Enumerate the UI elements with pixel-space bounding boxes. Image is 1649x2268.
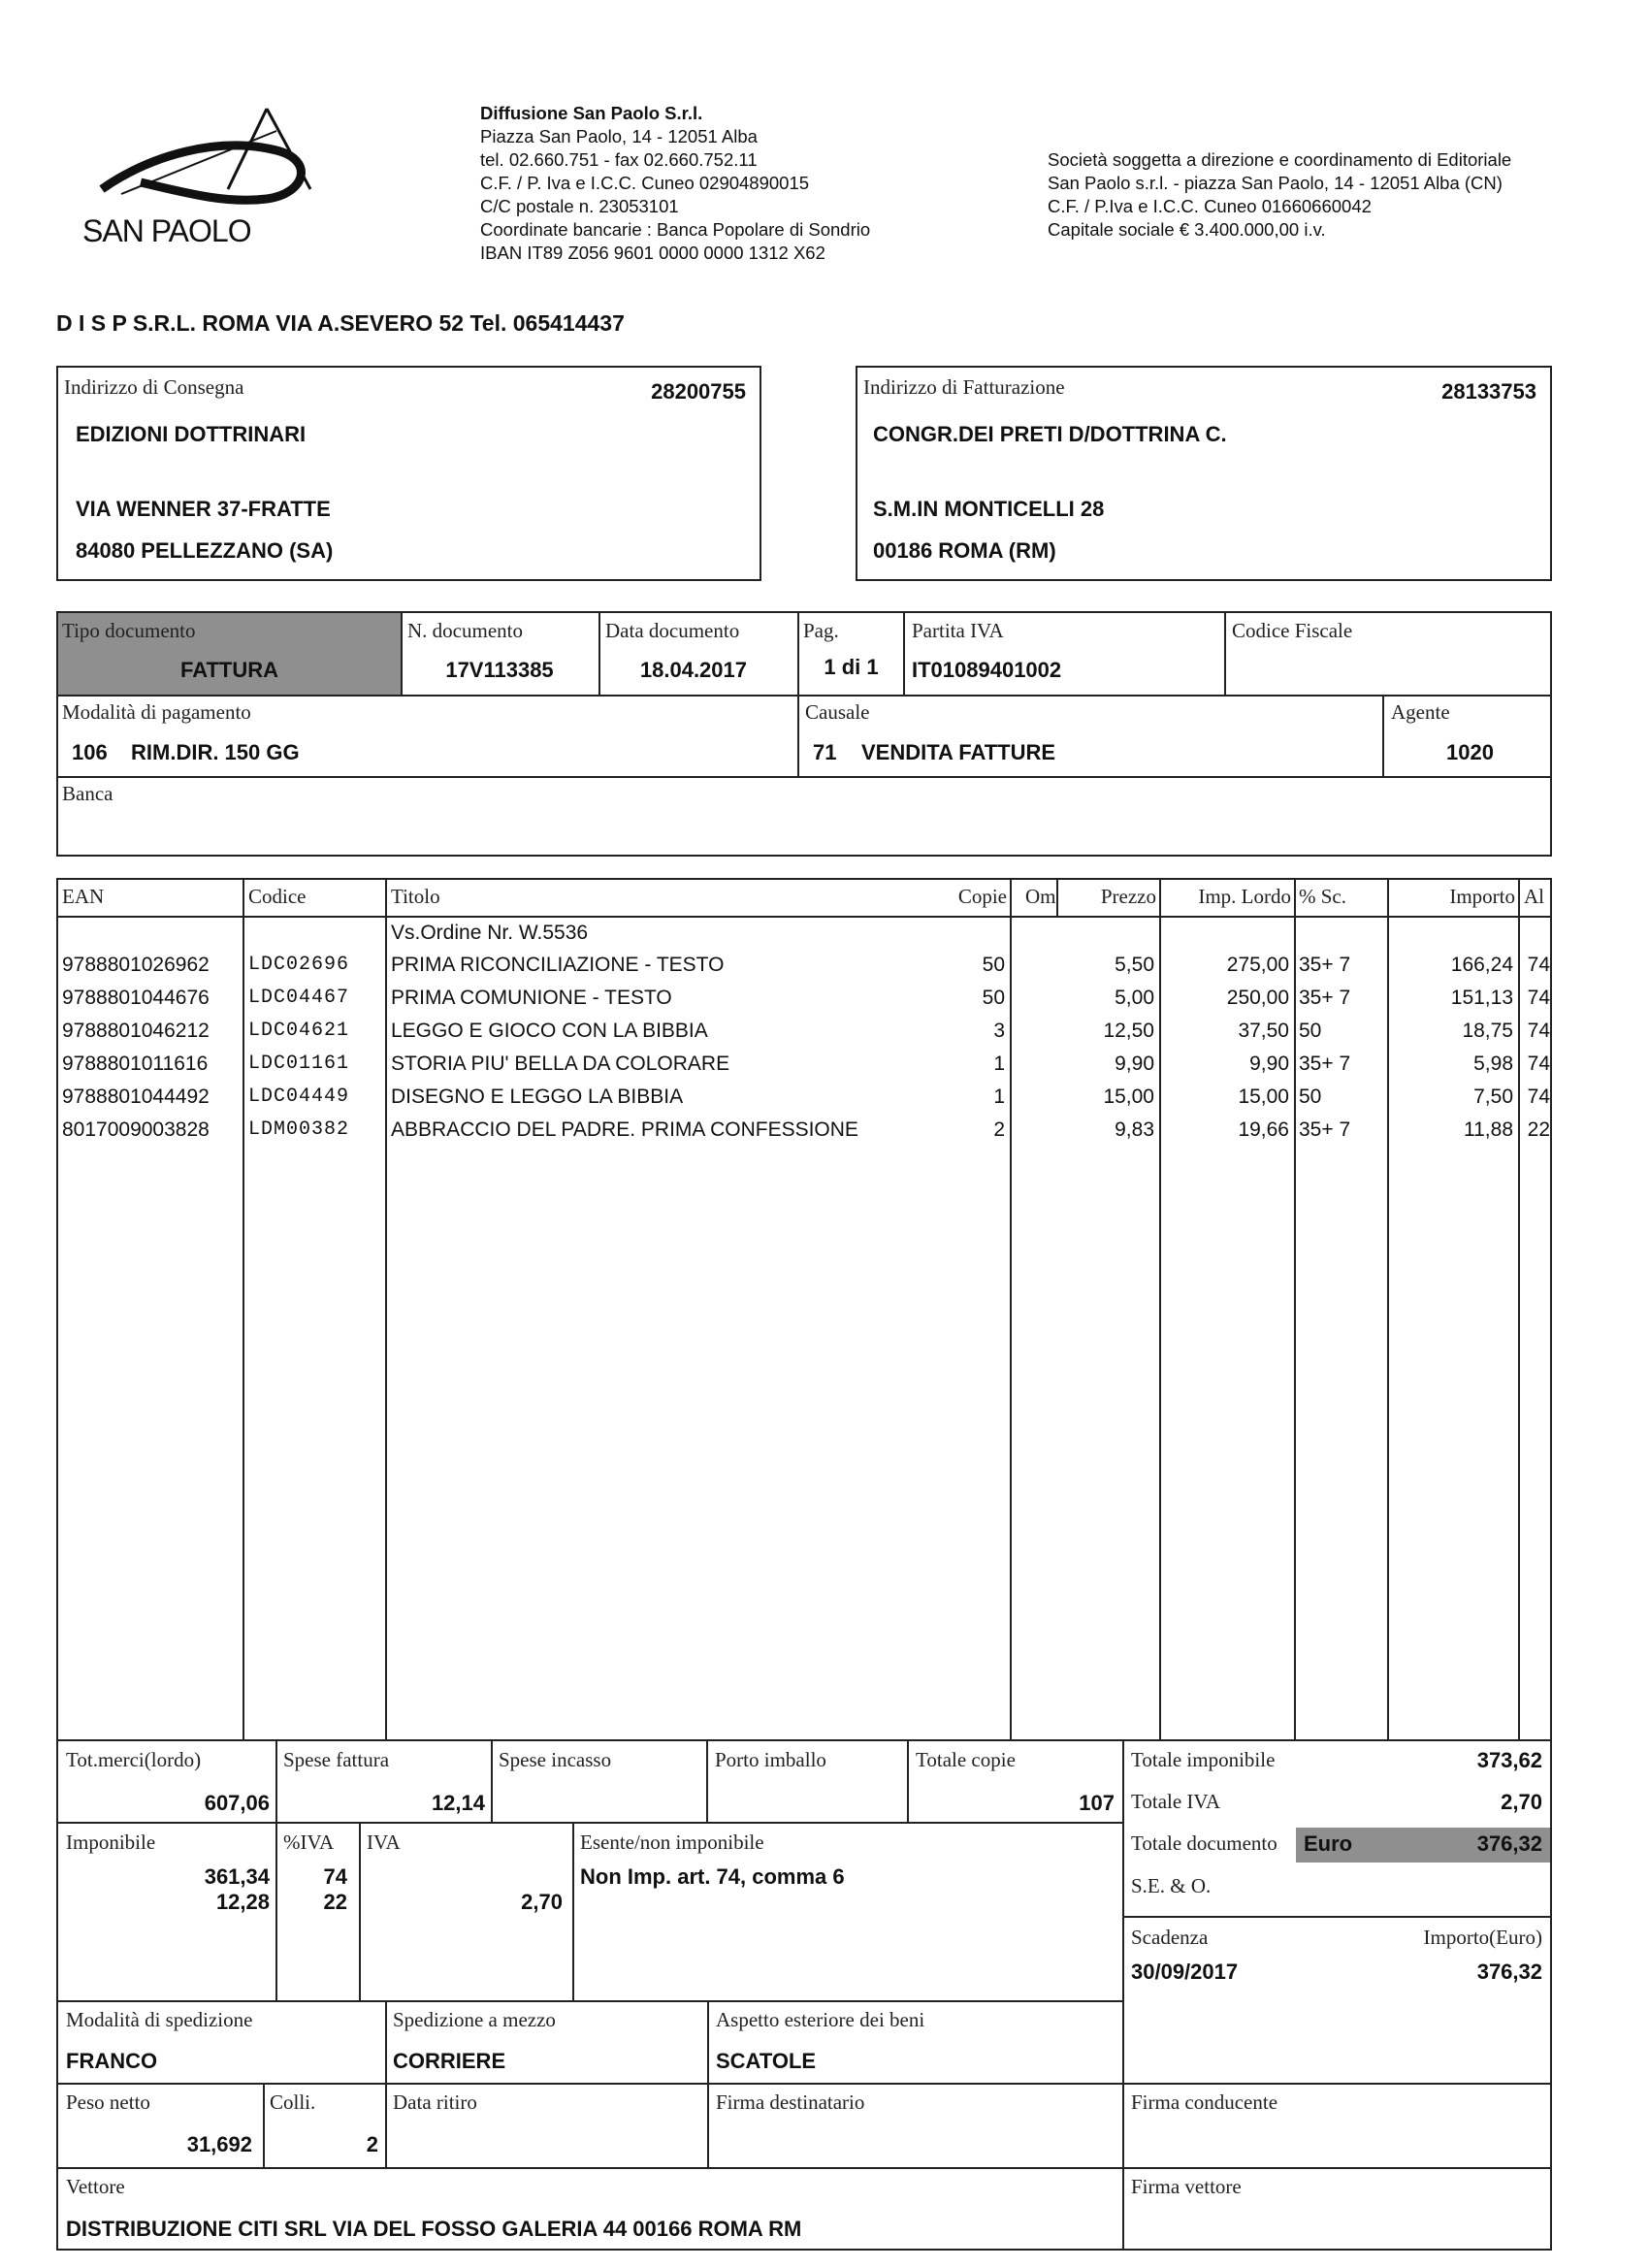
cell-al: 74	[1527, 987, 1550, 1009]
payment-code: 106	[72, 740, 108, 764]
doc-date-label: Data documento	[605, 619, 740, 642]
cell-codice: LDC04467	[248, 987, 350, 1009]
vat-rate-label: %IVA	[283, 1831, 335, 1854]
cell-sc: 35+ 7	[1299, 1118, 1351, 1141]
cell-ean: 9788801026962	[62, 954, 210, 976]
doc-number-value: 17V113385	[445, 658, 554, 682]
billing-address-box	[856, 366, 1552, 581]
goods-appearance-label: Aspetto esteriore dei beni	[716, 2008, 925, 2031]
company-line-1: Piazza San Paolo, 14 - 12051 Alba	[480, 126, 758, 146]
cell-ean: 8017009003828	[62, 1118, 210, 1141]
cell-al: 22	[1527, 1118, 1550, 1141]
cell-titolo: LEGGO E GIOCO CON LA BIBBIA	[391, 1020, 708, 1042]
delivery-label: Indirizzo di Consegna	[64, 375, 244, 399]
delivery-city: 84080 PELLEZZANO (SA)	[76, 538, 334, 563]
cell-sc: 50	[1299, 1085, 1322, 1108]
amount-euro-label: Importo(Euro)	[1423, 1926, 1542, 1949]
cell-copie: 50	[982, 987, 1005, 1009]
cell-codice: LDC04621	[248, 1020, 350, 1042]
cell-importo: 5,98	[1473, 1053, 1513, 1075]
table-col-divider	[242, 878, 244, 1741]
company-line-3: C.F. / P. Iva e I.C.C. Cuneo 02904890015	[480, 173, 810, 193]
order-reference: Vs.Ordine Nr. W.5536	[391, 922, 589, 944]
doc-divider	[903, 611, 905, 695]
totals-divider	[56, 2083, 1552, 2085]
doc-divider	[1382, 695, 1384, 776]
cell-importo: 7,50	[1473, 1085, 1513, 1108]
col-header-importo: Importo	[1449, 885, 1515, 908]
packages-value: 2	[366, 2132, 378, 2156]
cell-importo: 166,24	[1450, 954, 1513, 976]
totals-divider	[275, 1739, 277, 1822]
spese-incasso-label: Spese incasso	[499, 1748, 612, 1771]
cell-titolo: STORIA PIU' BELLA DA COLORARE	[391, 1053, 730, 1075]
spese-fattura-value: 12,14	[431, 1791, 485, 1815]
doc-type-value: FATTURA	[179, 658, 279, 682]
cell-sc: 35+ 7	[1299, 1053, 1351, 1075]
col-header-al: Al	[1524, 885, 1544, 908]
total-document-label: Totale documento	[1131, 1831, 1277, 1855]
cell-copie: 1	[993, 1085, 1005, 1108]
vat-number-value: IT01089401002	[912, 658, 1062, 682]
totals-divider	[359, 1822, 361, 2000]
legal-line-2: San Paolo s.r.l. - piazza San Paolo, 14 - 12051 Alba (CN)	[1048, 173, 1503, 193]
cell-ean: 9788801011616	[62, 1053, 209, 1075]
totals-divider	[56, 1822, 1123, 1824]
cell-importo: 18,75	[1462, 1020, 1513, 1042]
totals-divider	[706, 1739, 708, 1822]
totals-divider	[907, 1739, 909, 1822]
total-taxable-value: 373,62	[1476, 1748, 1542, 1772]
bank-label: Banca	[62, 782, 113, 805]
cell-al: 74	[1527, 954, 1550, 976]
company-line-6: IBAN IT89 Z056 9601 0000 0000 1312 X62	[480, 243, 825, 263]
delivery-street: VIA WENNER 37-FRATTE	[76, 497, 331, 521]
cell-titolo: PRIMA COMUNIONE - TESTO	[391, 987, 672, 1009]
totals-divider	[56, 2000, 1123, 2002]
agent-value: 1020	[1446, 740, 1494, 764]
carrier-value: DISTRIBUZIONE CITI SRL VIA DEL FOSSO GALERIA 44 00166 ROMA RM	[66, 2217, 802, 2241]
taxable-label: Imponibile	[66, 1831, 156, 1854]
net-weight-label: Peso netto	[66, 2090, 150, 2114]
totals-divider	[56, 2167, 1552, 2169]
legal-line-3: C.F. / P.Iva e I.C.C. Cuneo 01660660042	[1048, 196, 1372, 216]
packages-label: Colli.	[270, 2090, 316, 2114]
recipient-signature-label: Firma destinatario	[716, 2090, 865, 2114]
total-taxable-label: Totale imponibile	[1131, 1748, 1276, 1771]
company-info	[480, 102, 870, 265]
distributor-line: D I S P S.R.L. ROMA VIA A.SEVERO 52 Tel. 065414437	[56, 310, 625, 336]
tax-code-label: Codice Fiscale	[1232, 619, 1353, 642]
carrier-label: Vettore	[66, 2175, 125, 2198]
company-name: Diffusione San Paolo S.r.l.	[480, 103, 703, 123]
col-header-copie: Copie	[957, 885, 1007, 908]
document-info-box	[56, 611, 1552, 857]
totals-divider	[275, 1822, 277, 2000]
cell-al: 74	[1527, 1053, 1550, 1075]
cell-lordo: 275,00	[1226, 954, 1289, 976]
vat-rate-value-2: 22	[323, 1890, 347, 1914]
shipping-mode-label: Modalità di spedizione	[66, 2008, 253, 2031]
totals-divider	[572, 1822, 574, 2000]
legal-line-1: Società soggetta a direzione e coordinamento di Editoriale	[1048, 149, 1512, 170]
cell-titolo: ABBRACCIO DEL PADRE. PRIMA CONFESSIONE	[391, 1118, 858, 1141]
spese-fattura-label: Spese fattura	[283, 1748, 390, 1771]
se-o-label: S.E. & O.	[1131, 1874, 1212, 1897]
cell-copie: 3	[993, 1020, 1005, 1042]
taxable-value-2: 12,28	[215, 1890, 270, 1914]
carrier-signature-label: Firma vettore	[1131, 2175, 1242, 2198]
porto-imballo-label: Porto imballo	[715, 1748, 826, 1771]
cell-lordo: 37,50	[1238, 1020, 1289, 1042]
legal-line-4: Capitale sociale € 3.400.000,00 i.v.	[1048, 219, 1326, 240]
totals-divider	[1122, 1739, 1124, 2251]
cell-ean: 9788801044676	[62, 987, 210, 1009]
cell-codice: LDM00382	[248, 1118, 350, 1141]
pickup-date-label: Data ritiro	[393, 2090, 477, 2114]
cell-importo: 151,13	[1450, 987, 1513, 1009]
doc-divider	[1224, 611, 1226, 695]
logo-text: SAN PAOLO	[82, 213, 251, 248]
company-line-4: C/C postale n. 23053101	[480, 196, 679, 216]
total-merci-value: 607,06	[204, 1791, 270, 1815]
col-header-lordo: Imp. Lordo	[1198, 885, 1291, 908]
table-col-divider	[385, 878, 387, 1741]
cell-al: 74	[1527, 1085, 1550, 1108]
amount-euro-value: 376,32	[1476, 1960, 1542, 1984]
col-header-om: Om	[1025, 885, 1056, 908]
cell-codice: LDC04449	[248, 1085, 350, 1108]
cell-prezzo: 12,50	[1103, 1020, 1154, 1042]
doc-page-label: Pag.	[803, 619, 839, 642]
company-logo	[82, 97, 335, 252]
cell-al: 74	[1527, 1020, 1550, 1042]
cell-prezzo: 9,83	[1115, 1118, 1154, 1141]
doc-divider	[797, 611, 799, 776]
total-document-value: 376,32	[1476, 1831, 1542, 1856]
cell-titolo: PRIMA RICONCILIAZIONE - TESTO	[391, 954, 725, 976]
company-line-5: Coordinate bancarie : Banca Popolare di Sondrio	[480, 219, 871, 240]
causale-value: VENDITA FATTURE	[861, 740, 1056, 764]
delivery-address-box	[56, 366, 761, 581]
table-col-divider	[1387, 878, 1389, 1741]
cell-prezzo: 15,00	[1103, 1085, 1154, 1108]
cell-codice: LDC02696	[248, 954, 350, 976]
agent-label: Agente	[1391, 700, 1450, 724]
billing-code: 28133753	[1441, 379, 1536, 404]
causale-label: Causale	[805, 700, 870, 724]
delivery-code: 28200755	[651, 379, 746, 404]
table-col-divider	[1518, 878, 1520, 1741]
doc-divider	[598, 611, 600, 695]
cell-sc: 35+ 7	[1299, 987, 1351, 1009]
table-col-divider	[1159, 878, 1161, 1741]
company-legal-info	[1048, 148, 1511, 242]
due-date-value: 30/09/2017	[1131, 1960, 1239, 1984]
cell-titolo: DISEGNO E LEGGO LA BIBBIA	[391, 1085, 684, 1108]
col-header-titolo: Titolo	[391, 885, 440, 908]
cell-lordo: 19,66	[1238, 1118, 1289, 1141]
cell-copie: 50	[982, 954, 1005, 976]
cell-importo: 11,88	[1464, 1118, 1513, 1141]
exempt-value: Non Imp. art. 74, comma 6	[580, 1864, 845, 1889]
payment-method-value: RIM.DIR. 150 GG	[131, 740, 300, 764]
total-vat-value: 2,70	[1501, 1790, 1542, 1814]
cell-sc: 35+ 7	[1299, 954, 1351, 976]
cell-lordo: 15,00	[1238, 1085, 1289, 1108]
total-copies-label: Totale copie	[916, 1748, 1016, 1771]
vat-label: IVA	[367, 1831, 401, 1854]
table-col-divider	[1010, 878, 1012, 1741]
doc-divider	[56, 695, 1552, 697]
cell-codice: LDC01161	[248, 1053, 350, 1075]
cell-copie: 2	[993, 1118, 1005, 1141]
total-merci-label: Tot.merci(lordo)	[66, 1748, 202, 1771]
total-document-currency: Euro	[1304, 1831, 1353, 1856]
payment-method-label: Modalità di pagamento	[62, 700, 251, 724]
cell-sc: 50	[1299, 1020, 1322, 1042]
cell-lordo: 250,00	[1226, 987, 1289, 1009]
shipping-means-label: Spedizione a mezzo	[393, 2008, 556, 2031]
table-col-divider	[1294, 878, 1296, 1741]
total-copies-value: 107	[1079, 1791, 1115, 1815]
doc-type-label: Tipo documento	[62, 619, 196, 642]
billing-name: CONGR.DEI PRETI D/DOTTRINA C.	[873, 422, 1227, 446]
causale-code: 71	[813, 740, 837, 764]
cell-ean: 9788801044492	[62, 1085, 210, 1108]
vat-number-label: Partita IVA	[912, 619, 1004, 642]
totals-box	[56, 1739, 1552, 2251]
col-header-ean: EAN	[62, 885, 105, 908]
vat-rate-value-1: 74	[323, 1864, 347, 1889]
billing-street: S.M.IN MONTICELLI 28	[873, 497, 1105, 521]
totals-divider	[491, 1739, 493, 1822]
company-line-2: tel. 02.660.751 - fax 02.660.752.11	[480, 149, 758, 170]
cell-copie: 1	[993, 1053, 1005, 1075]
taxable-value-1: 361,34	[204, 1864, 270, 1889]
doc-number-label: N. documento	[407, 619, 523, 642]
net-weight-value: 31,692	[186, 2132, 252, 2156]
shipping-mode-value: FRANCO	[66, 2049, 158, 2073]
goods-appearance-value: SCATOLE	[716, 2049, 817, 2073]
vat-value: 2,70	[521, 1890, 563, 1914]
cell-prezzo: 5,00	[1115, 987, 1154, 1009]
cell-prezzo: 5,50	[1115, 954, 1154, 976]
col-header-codice: Codice	[248, 885, 307, 908]
driver-signature-label: Firma conducente	[1131, 2090, 1278, 2114]
cell-ean: 9788801046212	[62, 1020, 210, 1042]
total-vat-label: Totale IVA	[1131, 1790, 1221, 1813]
billing-city: 00186 ROMA (RM)	[873, 538, 1056, 563]
totals-divider	[263, 2083, 265, 2167]
totals-divider	[1122, 1916, 1552, 1918]
doc-page-value: 1 di 1	[824, 655, 879, 679]
billing-label: Indirizzo di Fatturazione	[863, 375, 1065, 399]
cell-prezzo: 9,90	[1115, 1053, 1154, 1075]
table-header-divider	[56, 916, 1552, 918]
san-paolo-logo-icon	[82, 97, 335, 223]
shipping-means-value: CORRIERE	[393, 2049, 506, 2073]
doc-divider	[56, 776, 1552, 778]
cell-lordo: 9,90	[1249, 1053, 1289, 1075]
exempt-label: Esente/non imponibile	[580, 1831, 764, 1854]
delivery-name: EDIZIONI DOTTRINARI	[76, 422, 307, 446]
col-header-sc: % Sc.	[1299, 885, 1346, 908]
table-col-divider	[1056, 878, 1058, 917]
doc-date-value: 18.04.2017	[639, 658, 747, 682]
col-header-prezzo: Prezzo	[1100, 885, 1156, 908]
due-date-label: Scadenza	[1131, 1926, 1209, 1949]
